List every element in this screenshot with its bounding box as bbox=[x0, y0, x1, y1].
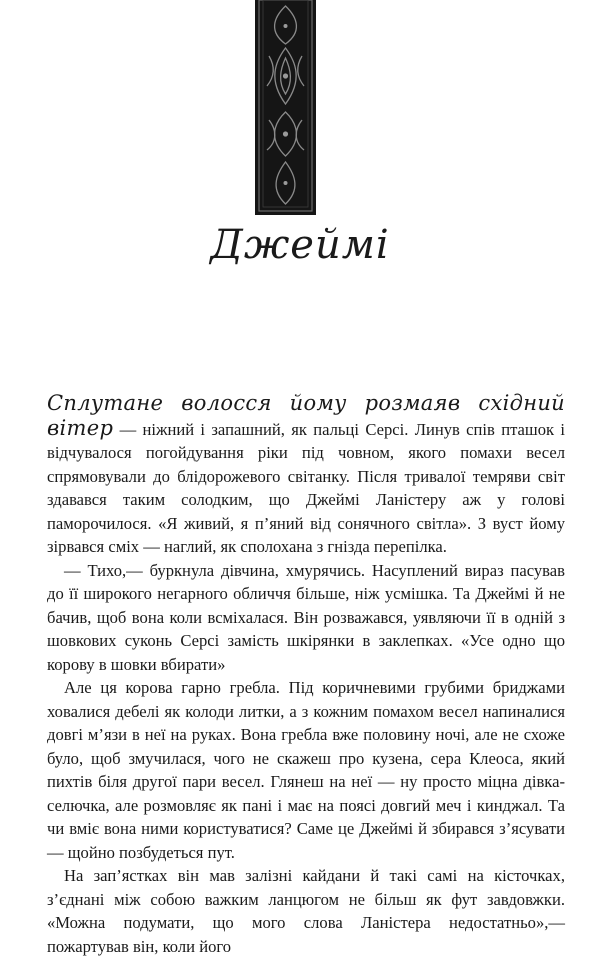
paragraph-3: Але ця корова гарно гребла. Під коричневими грубими бриджами ховалися дебелі як колоди литки, а з кожним помахом весел напиналися довгі м’язи в неї на руках. Вона гребла вже половину ночі, але не схоже було, щоб змучилася, чого не скажеш про кузена, сера Клеоса, який пихтів біля другої пари весел. Глянеш на неї — ну просто міцна дівка-селючка, але розмовляє як пані і має на поясі довгий меч і кинджал. Та чи вміє вона ними користуватися? Саме це Джеймі й збирався з’ясувати — щойно позбудеться пут. bbox=[47, 678, 565, 862]
ornamental-banner bbox=[255, 0, 316, 215]
paragraph-2: — Тихо,— буркнула дівчина, хмурячись. Насуплений вираз пасував до її широкого негарного обличчя більше, ніж усмішка. Та Джеймі й не бачив, щоб вона коли всміхалася. Він розважався, уявляючи її в одній з шовкових суконь Серсі замість шкірянки в заклепках. «Усе одно що корову в шовки вбирати» bbox=[47, 560, 565, 674]
ornamental-banner-icon bbox=[255, 0, 316, 215]
paragraph-4: На зап’ястках він мав залізні кайдани й такі самі на кісточках, з’єднані між собою важким ланцюгом не більш як фут завдовжки. «Можна подумати, що мого слова Ланістера недостатньо»,— пожартував він, коли його bbox=[47, 866, 565, 956]
paragraph-1-rest: — ніжний і запашний, як пальці Серсі. Линув спів пташок і відчувалося погойдування ріки під човном, якого помахи весел спрямовували до блідорожевого світанку. Після тривалої темряви світ здавався таким солодким, що Джеймі Ланістеру аж у голові паморочилося. «Я живий, я п’яний від сонячного світла». З вуст йому зірвався сміх — наглий, як сполохана з гнізда перепілка. bbox=[47, 419, 565, 556]
lead-phrase: Сплутане волосся йому розмаяв східний вітер bbox=[47, 391, 565, 440]
chapter-title: Джеймі bbox=[210, 222, 390, 268]
paragraph-1 bbox=[47, 392, 565, 559]
body-text bbox=[47, 392, 565, 958]
